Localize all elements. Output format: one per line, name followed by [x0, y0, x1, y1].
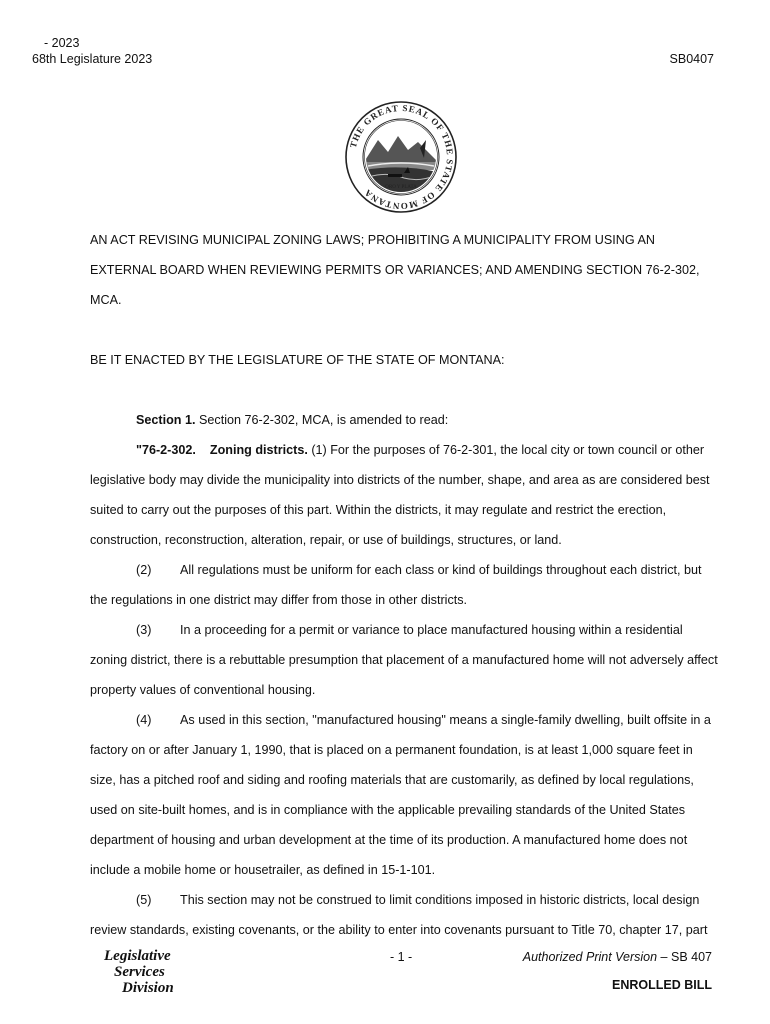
section-intro-text: Section 76-2-302, MCA, is amended to read:: [195, 413, 449, 427]
subsection-text: (1) For the purposes of 76-2-301, the local city or town council or other legislative body may divide the municipality into districts of the number, shape, and area as are considered best suited to carry out the purposes of this part. Within the districts, it may regulate and restrict the erection, construction, reconstruction, alteration, repair, or use of buildings, structures, or land.: [90, 443, 710, 547]
statute-title: Zoning districts.: [209, 443, 308, 457]
svg-text:ORO Y PLATA: ORO Y PLATA: [385, 185, 417, 190]
subsection-number: (4): [136, 713, 152, 727]
legislative-services-logo: [100, 948, 190, 1000]
subsection-text: All regulations must be uniform for each class or kind of buildings throughout each district, but the regulations in one district may differ from those in other districts.: [90, 563, 702, 607]
page-number: - 1 -: [390, 950, 413, 964]
bill-title: AN ACT REVISING MUNICIPAL ZONING LAWS; PROHIBITING A MUNICIPALITY FROM USING AN EXTERNAL BOARD WHEN REVIEWING PERMITS OR VARIANCES; AND AMENDING SECTION 76-2-302, MCA.: [90, 233, 700, 307]
header-year: - 2023: [44, 36, 80, 50]
statute-number: "76-2-302.: [136, 443, 196, 457]
enrolled-bill-label: ENROLLED BILL: [612, 978, 712, 992]
statute-subsection: [90, 555, 718, 615]
header-legislature: 68th Legislature 2023: [32, 52, 153, 66]
subsection-number: (2): [136, 563, 152, 577]
subsection-number: (5): [136, 893, 152, 907]
statute-subsection: [90, 885, 718, 945]
logo-line: Legislative: [104, 948, 171, 964]
section-1-intro: [90, 405, 718, 435]
svg-text:THE GREAT SEAL OF THE STATE OF: THE GREAT SEAL OF THE STATE OF MONTANA: [347, 102, 456, 212]
bill-body: [90, 225, 718, 945]
enacting-clause: BE IT ENACTED BY THE LEGISLATURE OF THE STATE OF MONTANA:: [90, 353, 505, 367]
statute-subsection: [90, 615, 718, 705]
statute-subsection-1: [90, 435, 718, 555]
subsection-text: As used in this section, "manufactured housing" means a single-family dwelling, built offsite in a factory on or after January 1, 1990, that is placed on a permanent foundation, is at least 1,000 square feet in size, has a pitched roof and siding and roofing materials that are customarily, as defined by local regulations, used on site-built homes, and is in compliance with the applicable prevailing standards of the United States department of housing and urban development at the time of its production. A manufactured home does not include a mobile home or housetrailer, as defined in 15-1-101.: [90, 713, 711, 877]
header-bill-number: SB0407: [669, 52, 714, 66]
subsection-text: In a proceeding for a permit or variance to place manufactured housing within a residential zoning district, there is a rebuttable presumption that placement of a manufactured home will not adversely affect property values of conventional housing.: [90, 623, 718, 697]
statute-subsection: [90, 705, 718, 885]
logo-line: Services: [114, 964, 165, 980]
logo-line: Division: [122, 980, 174, 996]
subsection-number: (3): [136, 623, 152, 637]
subsection-text: This section may not be construed to limit conditions imposed in historic districts, local design review standards, existing covenants, or the ability to enter into covenants pursuant to Title 70, chapter 17, part: [90, 893, 708, 937]
montana-state-seal-icon: [344, 100, 458, 214]
section-heading: Section 1.: [136, 413, 196, 427]
authorized-print-version: Authorized Print Version – SB 407: [522, 950, 712, 964]
